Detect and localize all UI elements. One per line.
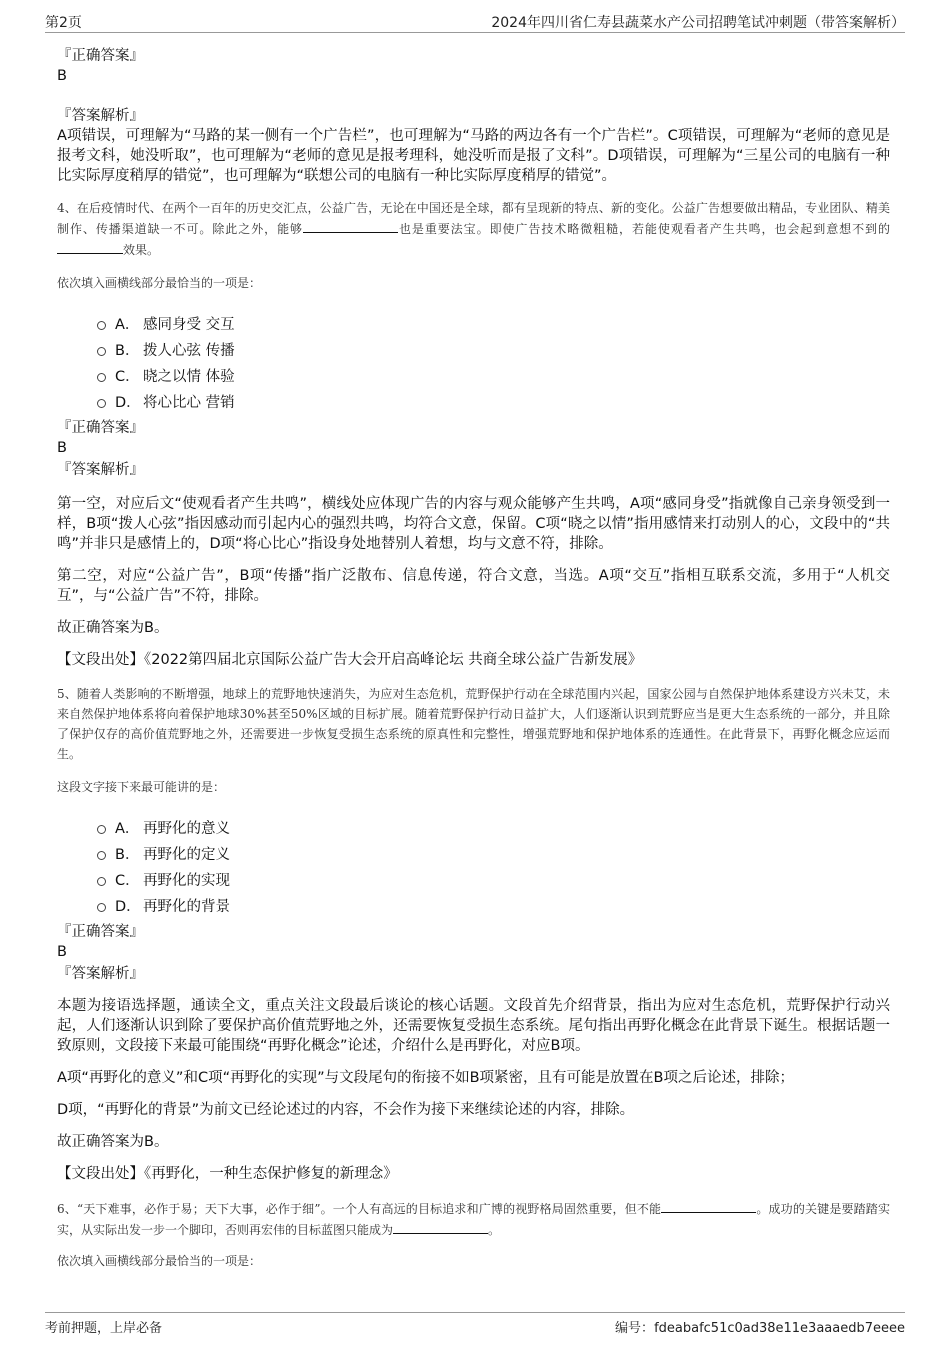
correct-answer-value: B xyxy=(57,440,67,456)
question-4 xyxy=(57,198,890,670)
source-title: 《再野化，一种生态保护修复的新理念》 xyxy=(144,1166,398,1182)
option-d[interactable]: D． 将心比心 营销 xyxy=(57,390,890,416)
question-4-stem: 4、在后疫情时代、在两个一百年的历史交汇点，公益广告，无论在中国还是全球，都有呈现新的特点、新的变化。公益广告想要做出精品，专业团队、精美制作、传播渠道缺一不可。除此之外，能够 也是重要法宝。即使广告技术略微粗糙，若能使观看者产生共鸣，也会起到意想不到的效果。 xyxy=(57,201,890,257)
option-c[interactable]: C． 再野化的实现 xyxy=(57,868,890,894)
analysis-conclusion: 故正确答案为B。 xyxy=(57,1134,169,1150)
radio-icon[interactable] xyxy=(97,825,106,834)
analysis-paragraph-1: 第一空，对应后文“使观看者产生共鸣”，横线处应体现广告的内容与观众能够产生共鸣，A项“感同身受”指就像自己亲身领受到一样，B项“拨人心弦”指因感动而引起内心的强烈共鸣，均符合文意，保留。C项“晓之以情”指用感情来打动别人的心，文段中的“共鸣”并非只是感情上的，D项“将心比心”指设身处地替别人着想，均与文意不符，排除。 xyxy=(57,496,890,552)
analysis-paragraph-1: 本题为接语选择题，通读全文，重点关注文段最后谈论的核心话题。文段首先介绍背景，指出为应对生态危机，荒野保护行动兴起，人们逐渐认识到除了要保护高价值荒野地之外，还需要恢复受损生态系统。尾句指出再野化概念在此背景下诞生。根据话题一致原则，文段接下来最可能围绕“再野化概念”论述，介绍什么是再野化，对应B项。 xyxy=(57,998,890,1054)
analysis-label: 『答案解析』 xyxy=(57,966,144,982)
radio-icon[interactable] xyxy=(97,321,106,330)
document-code: 编号：fdeabafc51c0ad38e11e3aaaedb7eeee xyxy=(615,1321,905,1336)
blank-2[interactable] xyxy=(57,239,123,254)
source-line xyxy=(57,650,890,670)
blank-1[interactable] xyxy=(661,1198,756,1213)
analysis-text: A项错误，可理解为“马路的某一侧有一个广告栏”，也可理解为“马路的两边各有一个广告栏”。C项错误，可理解为“老师的意见是报考文科，她没听取”，也可理解为“老师的意见是报考理科，她没听而是报了文科”。D项错误，可理解为“三星公司的电脑有一种比实际厚度稍厚的错觉”，也可理解为“联想公司的电脑有一种比实际厚度稍厚的错觉”。 xyxy=(57,128,890,184)
radio-icon[interactable] xyxy=(97,903,106,912)
option-d[interactable]: D． 再野化的背景 xyxy=(57,894,890,920)
correct-answer-label: 『正确答案』 xyxy=(57,420,144,436)
question-5-stem: 5、随着人类影响的不断增强，地球上的荒野地快速消失，为应对生态危机，荒野保护行动在全球范围内兴起，国家公园与自然保护地体系建设方兴未艾，未来自然保护地体系将向着保护地球30%甚至50%区域的目标扩展。随着荒野保护行动日益扩大，人们逐渐认识到荒野应当是更大生态系统的一部分，并且除了保护仅存的高价值荒野地之外，还需要进一步恢复受损生态系统的原真性和完整性，增强荒野地和保护地体系的连通性。在此背景下，再野化概念应运而生。 xyxy=(57,687,890,761)
question-5-options xyxy=(57,816,890,920)
option-b[interactable]: B． 再野化的定义 xyxy=(57,842,890,868)
question-5 xyxy=(57,684,890,1184)
footer-slogan: 考前押题，上岸必备 xyxy=(45,1321,163,1336)
correct-answer-value: B xyxy=(57,68,67,84)
correct-answer-label: 『正确答案』 xyxy=(57,48,144,64)
source-line xyxy=(57,1164,890,1184)
page-content xyxy=(57,44,890,1270)
analysis-label: 『答案解析』 xyxy=(57,462,144,478)
question-5-prompt: 这段文字接下来最可能讲的是： xyxy=(57,780,226,794)
question-4-prompt: 依次填入画横线部分最恰当的一项是： xyxy=(57,276,262,290)
page-footer xyxy=(45,1312,905,1337)
prev-question-answer xyxy=(57,46,890,186)
analysis-paragraph-3: D项，“再野化的背景”为前文已经论述过的内容，不会作为接下来继续论述的内容，排除。 xyxy=(57,1102,635,1118)
correct-answer-label: 『正确答案』 xyxy=(57,924,144,940)
question-6-stem: 6、“天下难事，必作于易；天下大事，必作于细”。一个人有高远的目标追求和广博的视野格局固然重要，但不能 。成功的关键是要踏踏实实，从实际出发一步一个脚印，否则再宏伟的目标蓝图只能成为 。 xyxy=(57,1198,890,1240)
source-title: 《2022第四届北京国际公益广告大会开启高峰论坛 共商全球公益广告新发展》 xyxy=(144,652,643,668)
blank-2[interactable] xyxy=(393,1219,488,1234)
radio-icon[interactable] xyxy=(97,399,106,408)
radio-icon[interactable] xyxy=(97,877,106,886)
radio-icon[interactable] xyxy=(97,347,106,356)
option-a[interactable]: A． 感同身受 交互 xyxy=(57,312,890,338)
page-header xyxy=(45,10,905,33)
source-label: 【文段出处】 xyxy=(57,652,144,668)
radio-icon[interactable] xyxy=(97,851,106,860)
question-6 xyxy=(57,1198,890,1270)
radio-icon[interactable] xyxy=(97,373,106,382)
analysis-conclusion: 故正确答案为B。 xyxy=(57,620,169,636)
source-label: 【文段出处】 xyxy=(57,1166,144,1182)
question-4-options xyxy=(57,312,890,416)
analysis-paragraph-2: A项“再野化的意义”和C项“再野化的实现”与文段尾句的衔接不如B项紧密，且有可能是放置在B项之后论述，排除； xyxy=(57,1070,794,1086)
analysis-paragraph-2: 第二空，对应“公益广告”，B项“传播”指广泛散布、信息传递，符合文意，当选。A项“交互”指相互联系交流，多用于“人机交互”，与“公益广告”不符，排除。 xyxy=(57,568,890,604)
blank-1[interactable] xyxy=(303,218,398,233)
question-6-prompt: 依次填入画横线部分最恰当的一项是： xyxy=(57,1254,262,1268)
option-a[interactable]: A． 再野化的意义 xyxy=(57,816,890,842)
correct-answer-value: B xyxy=(57,944,67,960)
analysis-label: 『答案解析』 xyxy=(57,108,144,124)
page-number: 第2页 xyxy=(45,15,82,31)
option-b[interactable]: B． 拨人心弦 传播 xyxy=(57,338,890,364)
document-title: 2024年四川省仁寿县蔬菜水产公司招聘笔试冲刺题（带答案解析） xyxy=(491,15,905,31)
option-c[interactable]: C． 晓之以情 体验 xyxy=(57,364,890,390)
